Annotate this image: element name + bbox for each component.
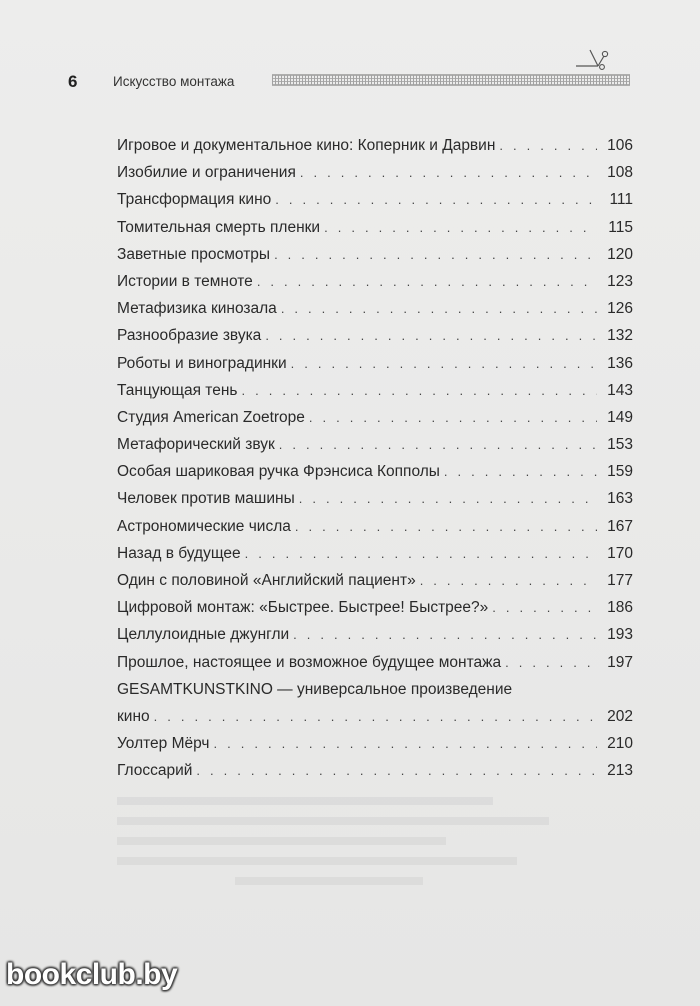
toc-entry-page: 106	[607, 137, 633, 154]
toc-entry	[117, 268, 633, 295]
dot-leader	[241, 377, 597, 404]
toc-entry-page: 167	[607, 517, 633, 535]
dot-leader	[245, 540, 597, 567]
toc-entry	[117, 350, 633, 377]
toc-entry-page: 115	[608, 218, 633, 236]
dot-leader	[274, 241, 597, 268]
toc-entry-title: Прошлое, настоящее и возможное будущее монтажа	[117, 653, 502, 671]
table-of-contents	[117, 132, 633, 785]
toc-entry-title: Астрономические числа	[117, 517, 291, 535]
toc-entry-title: Целлулоидные джунгли	[117, 626, 290, 644]
toc-entry-page: 132	[607, 327, 633, 345]
toc-entry	[117, 295, 633, 322]
toc-entry-title: Игровое и документальное кино: Коперник и Дарвин	[117, 137, 496, 154]
toc-entry-title: Глоссарий	[117, 762, 193, 780]
dot-leader	[275, 186, 597, 213]
toc-entry	[117, 322, 633, 349]
toc-entry-title: Заветные просмотры	[117, 245, 271, 263]
toc-entry-page: 193	[607, 626, 633, 644]
toc-entry-title: Томительная смерть пленки	[117, 218, 321, 236]
toc-entry-page: 210	[607, 735, 633, 753]
dot-leader	[300, 159, 597, 186]
toc-entry	[117, 431, 633, 458]
toc-entry	[117, 757, 633, 784]
toc-entry	[117, 649, 633, 676]
dot-leader	[444, 458, 597, 485]
toc-entry	[117, 377, 633, 404]
toc-entry-title: Трансформация кино	[117, 191, 272, 209]
toc-entry	[117, 241, 633, 268]
toc-entry-title: Танцующая тень	[117, 381, 238, 399]
header-rule	[272, 74, 630, 86]
toc-entry-title-line2: кино	[117, 707, 150, 725]
toc-entry-page: 123	[607, 272, 633, 290]
toc-entry-page: 213	[607, 762, 633, 780]
toc-entry-page: 202	[607, 707, 633, 725]
dot-leader	[420, 567, 597, 594]
toc-entry-title-line1: GESAMTKUNSTKINO — универсальное произведение	[117, 680, 513, 698]
dot-leader	[309, 404, 597, 431]
toc-entry-title: Разнообразие звука	[117, 327, 262, 345]
dot-leader	[214, 730, 598, 757]
toc-entry	[117, 730, 633, 757]
toc-entry-page: 170	[607, 544, 633, 562]
toc-entry-title: Метафорический звук	[117, 436, 275, 454]
toc-entry-title: Особая шариковая ручка Фрэнсиса Копполы	[117, 463, 440, 481]
toc-entry	[117, 540, 633, 567]
dot-leader	[265, 322, 597, 349]
toc-entry	[117, 567, 633, 594]
dot-leader	[499, 132, 597, 159]
toc-entry-page: 108	[607, 164, 633, 182]
toc-entry	[117, 132, 633, 159]
dot-leader	[281, 295, 597, 322]
toc-entry-title: Цифровой монтаж: «Быстрее. Быстрее! Быстрее?»	[117, 599, 489, 617]
dot-leader	[279, 431, 597, 458]
toc-entry-title: Студия American Zoetrope	[117, 408, 305, 426]
toc-entry-page: 159	[607, 463, 633, 481]
toc-entry-page: 163	[607, 490, 633, 508]
toc-entry	[117, 404, 633, 431]
toc-entry-page: 111	[609, 191, 633, 209]
dot-leader	[291, 350, 597, 377]
dot-leader	[324, 214, 597, 241]
toc-entry	[117, 159, 633, 186]
toc-entry	[117, 621, 633, 648]
toc-entry-page: 186	[607, 599, 633, 617]
toc-entry	[117, 214, 633, 241]
toc-entry-title: Истории в темноте	[117, 272, 253, 290]
scissors-icon	[576, 46, 616, 72]
toc-entry-title: Один с половиной «Английский пациент»	[117, 572, 416, 589]
toc-entry-page: 177	[607, 572, 633, 589]
page-header	[0, 60, 700, 100]
dot-leader	[154, 703, 597, 730]
toc-entry-page: 143	[607, 381, 633, 399]
toc-entry	[117, 485, 633, 512]
toc-entry-page: 153	[607, 436, 633, 454]
dot-leader	[295, 513, 597, 540]
dot-leader	[492, 594, 597, 621]
toc-entry	[117, 458, 633, 485]
toc-entry-title: Метафизика кинозала	[117, 300, 277, 318]
dot-leader	[257, 268, 597, 295]
dot-leader	[299, 485, 597, 512]
toc-entry-page: 120	[607, 245, 633, 263]
toc-entry-title: Уолтер Мёрч	[117, 735, 210, 753]
watermark: bookclub.by	[6, 958, 178, 991]
toc-entry	[117, 513, 633, 540]
show-through-text	[117, 785, 587, 935]
toc-entry-title: Изобилие и ограничения	[117, 164, 296, 182]
toc-entry-title: Назад в будущее	[117, 544, 241, 562]
toc-entry-page: 149	[607, 408, 633, 426]
dot-leader	[196, 757, 597, 784]
dot-leader	[293, 621, 597, 648]
toc-entry-page: 197	[607, 653, 633, 671]
toc-entry-page: 136	[607, 354, 633, 372]
toc-entry-title: Роботы и виноградинки	[117, 354, 287, 372]
dot-leader	[505, 649, 597, 676]
toc-entry	[117, 594, 633, 621]
running-title: Искусство монтажа	[113, 74, 235, 89]
toc-entry	[117, 676, 633, 730]
page-number: 6	[68, 72, 78, 91]
toc-entry-title: Человек против машины	[117, 490, 295, 508]
toc-entry	[117, 186, 633, 213]
toc-entry-page: 126	[607, 300, 633, 318]
